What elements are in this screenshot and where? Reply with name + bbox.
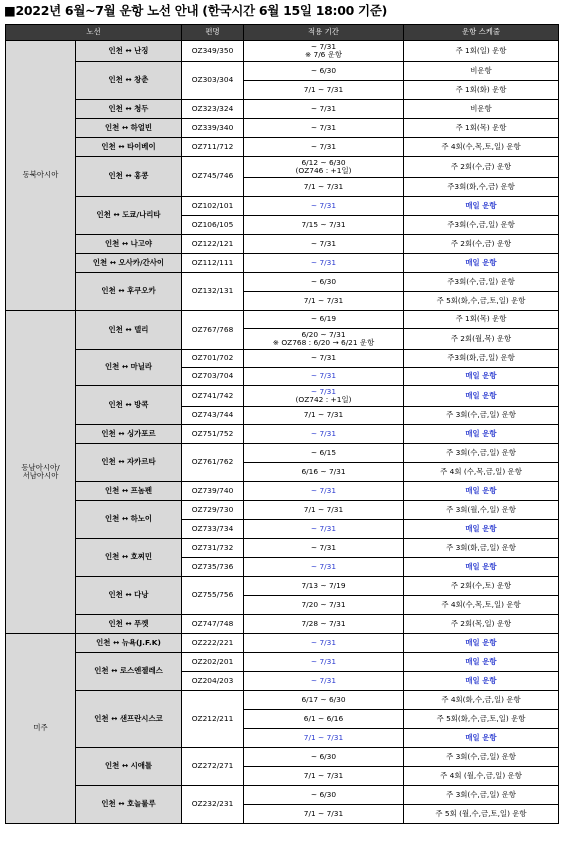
- period-cell: ~ 6/30: [244, 748, 404, 767]
- period-cell: ~ 6/30: [244, 62, 404, 81]
- schedule-cell: 주 1회(목) 운항: [404, 119, 559, 138]
- route-cell: 인천 ↔ 로스엔젤레스: [76, 653, 182, 691]
- period-cell: ~ 6/30: [244, 786, 404, 805]
- period-text: 6/12 ~ 6/30: [301, 157, 346, 167]
- route-cell: 인천 ↔ 시애틀: [76, 748, 182, 786]
- schedule-cell: 주 5회 (월,수,금,토,일) 운항: [404, 805, 559, 824]
- schedule-cell: 주 5회(화,수,금,토,일) 운항: [404, 710, 559, 729]
- route-cell: 인천 ↔ 뉴욕(J.F.K): [76, 634, 182, 653]
- period-cell: 7/1 ~ 7/31: [244, 729, 404, 748]
- flight-cell: OZ743/744: [182, 407, 244, 425]
- schedule-cell: 주 4회(수,목,토,일) 운항: [404, 596, 559, 615]
- schedule-cell: 주 1회(일) 운항: [404, 41, 559, 62]
- period-cell: 7/1 ~ 7/31: [244, 292, 404, 311]
- page-title: ■2022년 6월~7월 운항 노선 안내 (한국시간 6월 15일 18:00 기준): [4, 3, 388, 18]
- period-note: (OZ746 : +1일): [295, 166, 352, 175]
- period-cell: 6/1 ~ 6/16: [244, 710, 404, 729]
- table-row: [6, 41, 559, 62]
- flight-cell: OZ323/324: [182, 100, 244, 119]
- period-cell: ~ 7/31: [244, 672, 404, 691]
- table-row: [6, 748, 559, 767]
- flight-cell: OZ106/105: [182, 216, 244, 235]
- table-header-row: [6, 25, 559, 41]
- period-cell: 7/1 ~ 7/31: [244, 407, 404, 425]
- flight-cell: OZ747/748: [182, 615, 244, 634]
- table-row: [6, 615, 559, 634]
- route-cell: 인천 ↔ 다낭: [76, 577, 182, 615]
- schedule-cell: 주3회(수,금,일) 운항: [404, 273, 559, 292]
- period-cell: 7/1 ~ 7/31: [244, 81, 404, 100]
- schedule-cell: 매일 운항: [404, 254, 559, 273]
- table-row: [6, 254, 559, 273]
- table-row: [6, 634, 559, 653]
- period-cell: ~ 7/31: [244, 425, 404, 444]
- flight-cell: OZ733/734: [182, 520, 244, 539]
- route-cell: 인천 ↔ 도쿄/나리타: [76, 197, 182, 235]
- schedule-cell: 주 3회(수,금,일) 운항: [404, 748, 559, 767]
- flight-cell: OZ102/101: [182, 197, 244, 216]
- period-cell: [244, 157, 404, 178]
- period-text: 6/20 ~ 7/31: [301, 329, 346, 339]
- schedule-cell: 주 1회(화) 운항: [404, 81, 559, 100]
- period-text: ~ 7/31: [310, 41, 337, 51]
- period-cell: 7/15 ~ 7/31: [244, 216, 404, 235]
- flight-cell: OZ204/203: [182, 672, 244, 691]
- period-cell: 7/20 ~ 7/31: [244, 596, 404, 615]
- region-cell: 미주: [6, 634, 76, 824]
- schedule-cell: 비운항: [404, 62, 559, 81]
- flight-cell: OZ122/121: [182, 235, 244, 254]
- flight-cell: OZ232/231: [182, 786, 244, 824]
- period-cell: 7/28 ~ 7/31: [244, 615, 404, 634]
- schedule-cell: 주 3회(화,금,일) 운항: [404, 539, 559, 558]
- schedule-cell: 주3회(수,금,일) 운항: [404, 216, 559, 235]
- period-cell: ~ 7/31: [244, 119, 404, 138]
- schedule-cell: 주 2회(수,금) 운항: [404, 157, 559, 178]
- period-cell: ~ 7/31: [244, 520, 404, 539]
- route-cell: 인천 ↔ 샌프란시스코: [76, 691, 182, 748]
- schedule-cell: 주 5회(화,수,금,토,일) 운항: [404, 292, 559, 311]
- period-cell: ~ 7/31: [244, 558, 404, 577]
- period-cell: ~ 6/19: [244, 311, 404, 329]
- schedule-cell: 매일 운항: [404, 197, 559, 216]
- period-cell: [244, 41, 404, 62]
- period-cell: 7/1 ~ 7/31: [244, 805, 404, 824]
- table-row: [6, 444, 559, 463]
- schedule-cell: 주3회(화,금,일) 운항: [404, 350, 559, 368]
- period-cell: ~ 7/31: [244, 653, 404, 672]
- table-row: [6, 786, 559, 805]
- flight-cell: OZ735/736: [182, 558, 244, 577]
- period-cell: ~ 7/31: [244, 634, 404, 653]
- period-cell: [244, 329, 404, 350]
- schedule-cell: 주 4회(수,목,토,일) 운항: [404, 138, 559, 157]
- flight-cell: OZ339/340: [182, 119, 244, 138]
- route-cell: 인천 ↔ 호찌민: [76, 539, 182, 577]
- schedule-cell: 매일 운항: [404, 729, 559, 748]
- schedule-cell: 주 3회(수,금,일) 운항: [404, 407, 559, 425]
- period-cell: ~ 7/31: [244, 138, 404, 157]
- period-cell: ~ 7/31: [244, 197, 404, 216]
- schedule-cell: 매일 운항: [404, 672, 559, 691]
- table-row: [6, 691, 559, 710]
- period-cell: ~ 7/31: [244, 350, 404, 368]
- header-schedule: 운항 스케줄: [404, 25, 559, 41]
- schedule-cell: 주 1회(목) 운항: [404, 311, 559, 329]
- flight-cell: OZ767/768: [182, 311, 244, 350]
- table-row: [6, 273, 559, 292]
- schedule-cell: 매일 운항: [404, 558, 559, 577]
- period-cell: 7/1 ~ 7/31: [244, 767, 404, 786]
- table-row: [6, 482, 559, 501]
- region-cell: 동남아시아/ 서남아시아: [6, 311, 76, 634]
- table-row: [6, 100, 559, 119]
- flight-cell: OZ755/756: [182, 577, 244, 615]
- schedule-cell: 주 2회(수,토) 운항: [404, 577, 559, 596]
- table-row: [6, 386, 559, 407]
- flight-cell: OZ703/704: [182, 368, 244, 386]
- schedule-cell: 주 4회 (수,목,금,일) 운항: [404, 463, 559, 482]
- period-note: ※ 7/6 운항: [304, 50, 343, 59]
- flight-cell: OZ212/211: [182, 691, 244, 748]
- schedule-cell: 주 3회(수,금,일) 운항: [404, 786, 559, 805]
- route-cell: 인천 ↔ 호놀룰루: [76, 786, 182, 824]
- route-cell: 인천 ↔ 후쿠오카: [76, 273, 182, 311]
- schedule-cell: 매일 운항: [404, 520, 559, 539]
- flight-cell: OZ711/712: [182, 138, 244, 157]
- period-cell: ~ 7/31: [244, 235, 404, 254]
- period-cell: ~ 6/15: [244, 444, 404, 463]
- table-row: [6, 425, 559, 444]
- table-row: [6, 119, 559, 138]
- schedule-cell: 비운항: [404, 100, 559, 119]
- period-cell: ~ 7/31: [244, 482, 404, 501]
- flight-cell: OZ701/702: [182, 350, 244, 368]
- route-cell: 인천 ↔ 자카르타: [76, 444, 182, 482]
- table-row: [6, 350, 559, 368]
- table-row: [6, 501, 559, 520]
- schedule-cell: 주 2회(목,일) 운항: [404, 615, 559, 634]
- period-cell: 7/1 ~ 7/31: [244, 178, 404, 197]
- period-cell: 6/17 ~ 6/30: [244, 691, 404, 710]
- route-cell: 인천 ↔ 프놈펜: [76, 482, 182, 501]
- route-cell: 인천 ↔ 델리: [76, 311, 182, 350]
- schedule-cell: 주 3회(월,수,일) 운항: [404, 501, 559, 520]
- table-row: [6, 235, 559, 254]
- schedule-cell: 주 3회(수,금,일) 운항: [404, 444, 559, 463]
- schedule-cell: 매일 운항: [404, 653, 559, 672]
- route-cell: 인천 ↔ 싱가포르: [76, 425, 182, 444]
- schedule-cell: 주 2회(수,금) 운항: [404, 235, 559, 254]
- header-period: 적용 기간: [244, 25, 404, 41]
- route-cell: 인천 ↔ 청두: [76, 100, 182, 119]
- route-cell: 인천 ↔ 타이베이: [76, 138, 182, 157]
- schedule-cell: 주3회(화,수,금) 운항: [404, 178, 559, 197]
- period-cell: 7/13 ~ 7/19: [244, 577, 404, 596]
- flight-cell: OZ741/742: [182, 386, 244, 407]
- flight-cell: OZ202/201: [182, 653, 244, 672]
- route-cell: 인천 ↔ 오사카/간사이: [76, 254, 182, 273]
- schedule-cell: 매일 운항: [404, 386, 559, 407]
- flight-cell: OZ132/131: [182, 273, 244, 311]
- flight-cell: OZ731/732: [182, 539, 244, 558]
- period-cell: ~ 6/30: [244, 273, 404, 292]
- table-row: [6, 653, 559, 672]
- header-route: 노선: [6, 25, 182, 41]
- flight-cell: OZ751/752: [182, 425, 244, 444]
- route-cell: 인천 ↔ 창춘: [76, 62, 182, 100]
- period-note: (OZ742 : +1일): [295, 395, 352, 404]
- schedule-cell: 주 4회(화,수,금,일) 운항: [404, 691, 559, 710]
- flight-cell: OZ272/271: [182, 748, 244, 786]
- route-cell: 인천 ↔ 마닐라: [76, 350, 182, 386]
- flight-cell: OZ761/762: [182, 444, 244, 482]
- period-cell: [244, 386, 404, 407]
- table-row: [6, 138, 559, 157]
- route-cell: 인천 ↔ 홍콩: [76, 157, 182, 197]
- period-text: ~ 7/31: [310, 386, 337, 396]
- route-cell: 인천 ↔ 하얼빈: [76, 119, 182, 138]
- route-cell: 인천 ↔ 나고야: [76, 235, 182, 254]
- flight-schedule-table: [5, 24, 559, 824]
- schedule-cell: 주 2회(월,목) 운항: [404, 329, 559, 350]
- flight-cell: OZ303/304: [182, 62, 244, 100]
- flight-cell: OZ729/730: [182, 501, 244, 520]
- flight-cell: OZ745/746: [182, 157, 244, 197]
- route-cell: 인천 ↔ 난징: [76, 41, 182, 62]
- period-cell: 6/16 ~ 7/31: [244, 463, 404, 482]
- schedule-cell: 주 4회 (월,수,금,일) 운항: [404, 767, 559, 786]
- schedule-cell: 매일 운항: [404, 425, 559, 444]
- table-row: [6, 577, 559, 596]
- region-cell: 동북아시아: [6, 41, 76, 311]
- period-cell: ~ 7/31: [244, 100, 404, 119]
- period-cell: ~ 7/31: [244, 254, 404, 273]
- period-note: ※ OZ768 : 6/20 → 6/21 운항: [272, 338, 375, 347]
- period-cell: 7/1 ~ 7/31: [244, 501, 404, 520]
- table-row: [6, 62, 559, 81]
- route-cell: 인천 ↔ 방콕: [76, 386, 182, 425]
- schedule-cell: 매일 운항: [404, 368, 559, 386]
- schedule-cell: 매일 운항: [404, 482, 559, 501]
- table-row: [6, 197, 559, 216]
- period-cell: ~ 7/31: [244, 368, 404, 386]
- route-cell: 인천 ↔ 하노이: [76, 501, 182, 539]
- table-row: [6, 157, 559, 178]
- period-cell: ~ 7/31: [244, 539, 404, 558]
- schedule-cell: 매일 운항: [404, 634, 559, 653]
- flight-cell: OZ112/111: [182, 254, 244, 273]
- table-row: [6, 539, 559, 558]
- header-flight: 편명: [182, 25, 244, 41]
- flight-cell: OZ739/740: [182, 482, 244, 501]
- flight-cell: OZ349/350: [182, 41, 244, 62]
- route-cell: 인천 ↔ 푸껫: [76, 615, 182, 634]
- flight-cell: OZ222/221: [182, 634, 244, 653]
- table-row: [6, 311, 559, 329]
